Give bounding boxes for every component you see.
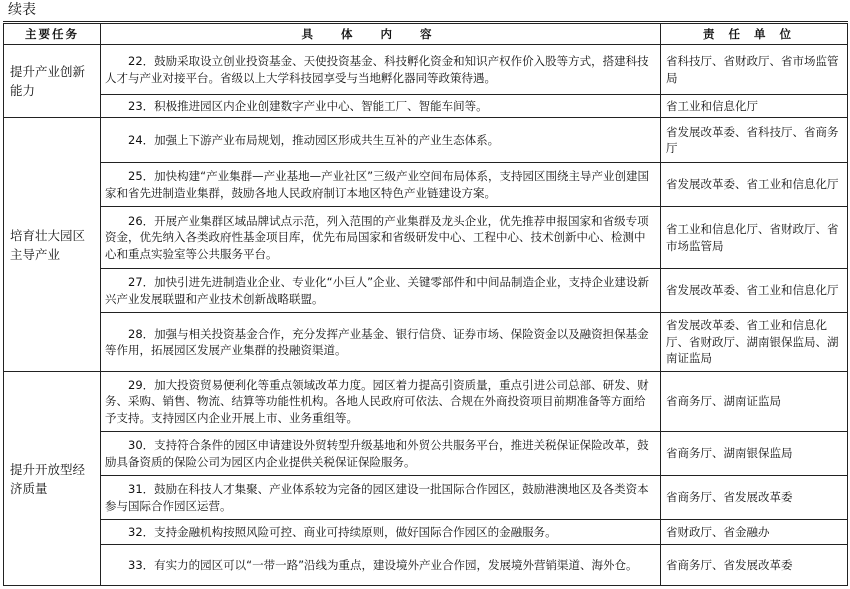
table-row: [4, 313, 848, 372]
table-row: [4, 207, 848, 269]
table-row: [4, 545, 848, 586]
table-row: [4, 269, 848, 313]
header-row: [4, 23, 848, 45]
unit-cell: 省工业和信息化厅、省财政厅、省市场监管局: [661, 207, 848, 269]
task-cell: 提升产业创新能力: [4, 45, 101, 118]
content-cell: 28．加强与相关投资基金合作，充分发挥产业基金、银行信贷、证券市场、保险资金以及融资担保基金等作用，拓展园区发展产业集群的投融资渠道。: [101, 313, 661, 372]
table-row: [4, 45, 848, 95]
table-row: [4, 372, 848, 432]
unit-cell: 省科技厅、省财政厅、省市场监管局: [661, 45, 848, 95]
content-cell: 29．加大投资贸易便利化等重点领域改革力度。园区着力提高引资质量，重点引进公司总部、研发、财务、采购、销售、物流、结算等功能性机构。各地人民政府可依法、合规在外商投资项目前期准备等方面给予支持。支持园区内企业开展上市、业务重组等。: [101, 372, 661, 432]
table-row: [4, 163, 848, 207]
table-caption: 续表: [8, 2, 36, 18]
table-row: [4, 476, 848, 520]
header-task: 主要任务: [4, 23, 101, 45]
unit-cell: 省发展改革委、省工业和信息化厅、省财政厅、湖南银保监局、湖南证监局: [661, 313, 848, 372]
unit-cell: 省发展改革委、省科技厅、省商务厅: [661, 118, 848, 163]
table-row: [4, 520, 848, 545]
content-cell: 31．鼓励在科技人才集聚、产业体系较为完备的园区建设一批国际合作园区，鼓励港澳地区及各类资本参与国际合作园区运营。: [101, 476, 661, 520]
content-cell: 22．鼓励采取设立创业投资基金、天使投资基金、科技孵化资金和知识产权作价入股等方式，搭建科技人才与产业对接平台。省级以上大学科技园享受与当地孵化器同等政策待遇。: [101, 45, 661, 95]
unit-cell: 省商务厅、省发展改革委: [661, 476, 848, 520]
unit-cell: 省发展改革委、省工业和信息化厅: [661, 163, 848, 207]
content-cell: 30．支持符合条件的园区申请建设外贸转型升级基地和外贸公共服务平台，推进关税保证保险改革，鼓励具备资质的保险公司为园区内企业提供关税保证保险服务。: [101, 432, 661, 476]
unit-cell: 省商务厅、湖南证监局: [661, 372, 848, 432]
content-cell: 25．加快构建“产业集群—产业基地—产业社区”三级产业空间布局体系，支持园区围绕主导产业创建国家和省先进制造业集群，鼓励各地人民政府制订本地区特色产业链建设方案。: [101, 163, 661, 207]
table-row: [4, 432, 848, 476]
unit-cell: 省工业和信息化厅: [661, 95, 848, 118]
header-content: 具体内容: [101, 23, 661, 45]
content-cell: 26．开展产业集群区域品牌试点示范，列入范围的产业集群及龙头企业，优先推荐申报国家和省级专项资金，优先纳入各类政府性基金项目库，优先布局国家和省级研发中心、工程中心、技术创新中心、检测中心和重点实验室等公共服务平台。: [101, 207, 661, 269]
content-cell: 23．积极推进园区内企业创建数字产业中心、智能工厂、智能车间等。: [101, 95, 661, 118]
task-cell: 培育壮大园区主导产业: [4, 118, 101, 372]
unit-cell: 省商务厅、湖南银保监局: [661, 432, 848, 476]
table-row: [4, 118, 848, 163]
unit-cell: 省商务厅、省发展改革委: [661, 545, 848, 586]
content-cell: 32．支持金融机构按照风险可控、商业可持续原则，做好国际合作园区的金融服务。: [101, 520, 661, 545]
content-cell: 24．加强上下游产业布局规划，推动园区形成共生互补的产业生态体系。: [101, 118, 661, 163]
unit-cell: 省发展改革委、省工业和信息化厅: [661, 269, 848, 313]
unit-cell: 省财政厅、省金融办: [661, 520, 848, 545]
task-cell: 提升开放型经济质量: [4, 372, 101, 586]
task-table: [3, 21, 848, 586]
table-row: [4, 95, 848, 118]
header-unit: 责任单位: [661, 23, 848, 45]
content-cell: 33．有实力的园区可以“一带一路”沿线为重点，建设境外产业合作园，发展境外营销渠道、海外仓。: [101, 545, 661, 586]
content-cell: 27．加快引进先进制造业企业、专业化“小巨人”企业、关键零部件和中间品制造企业，支持企业建设新兴产业发展联盟和产业技术创新战略联盟。: [101, 269, 661, 313]
